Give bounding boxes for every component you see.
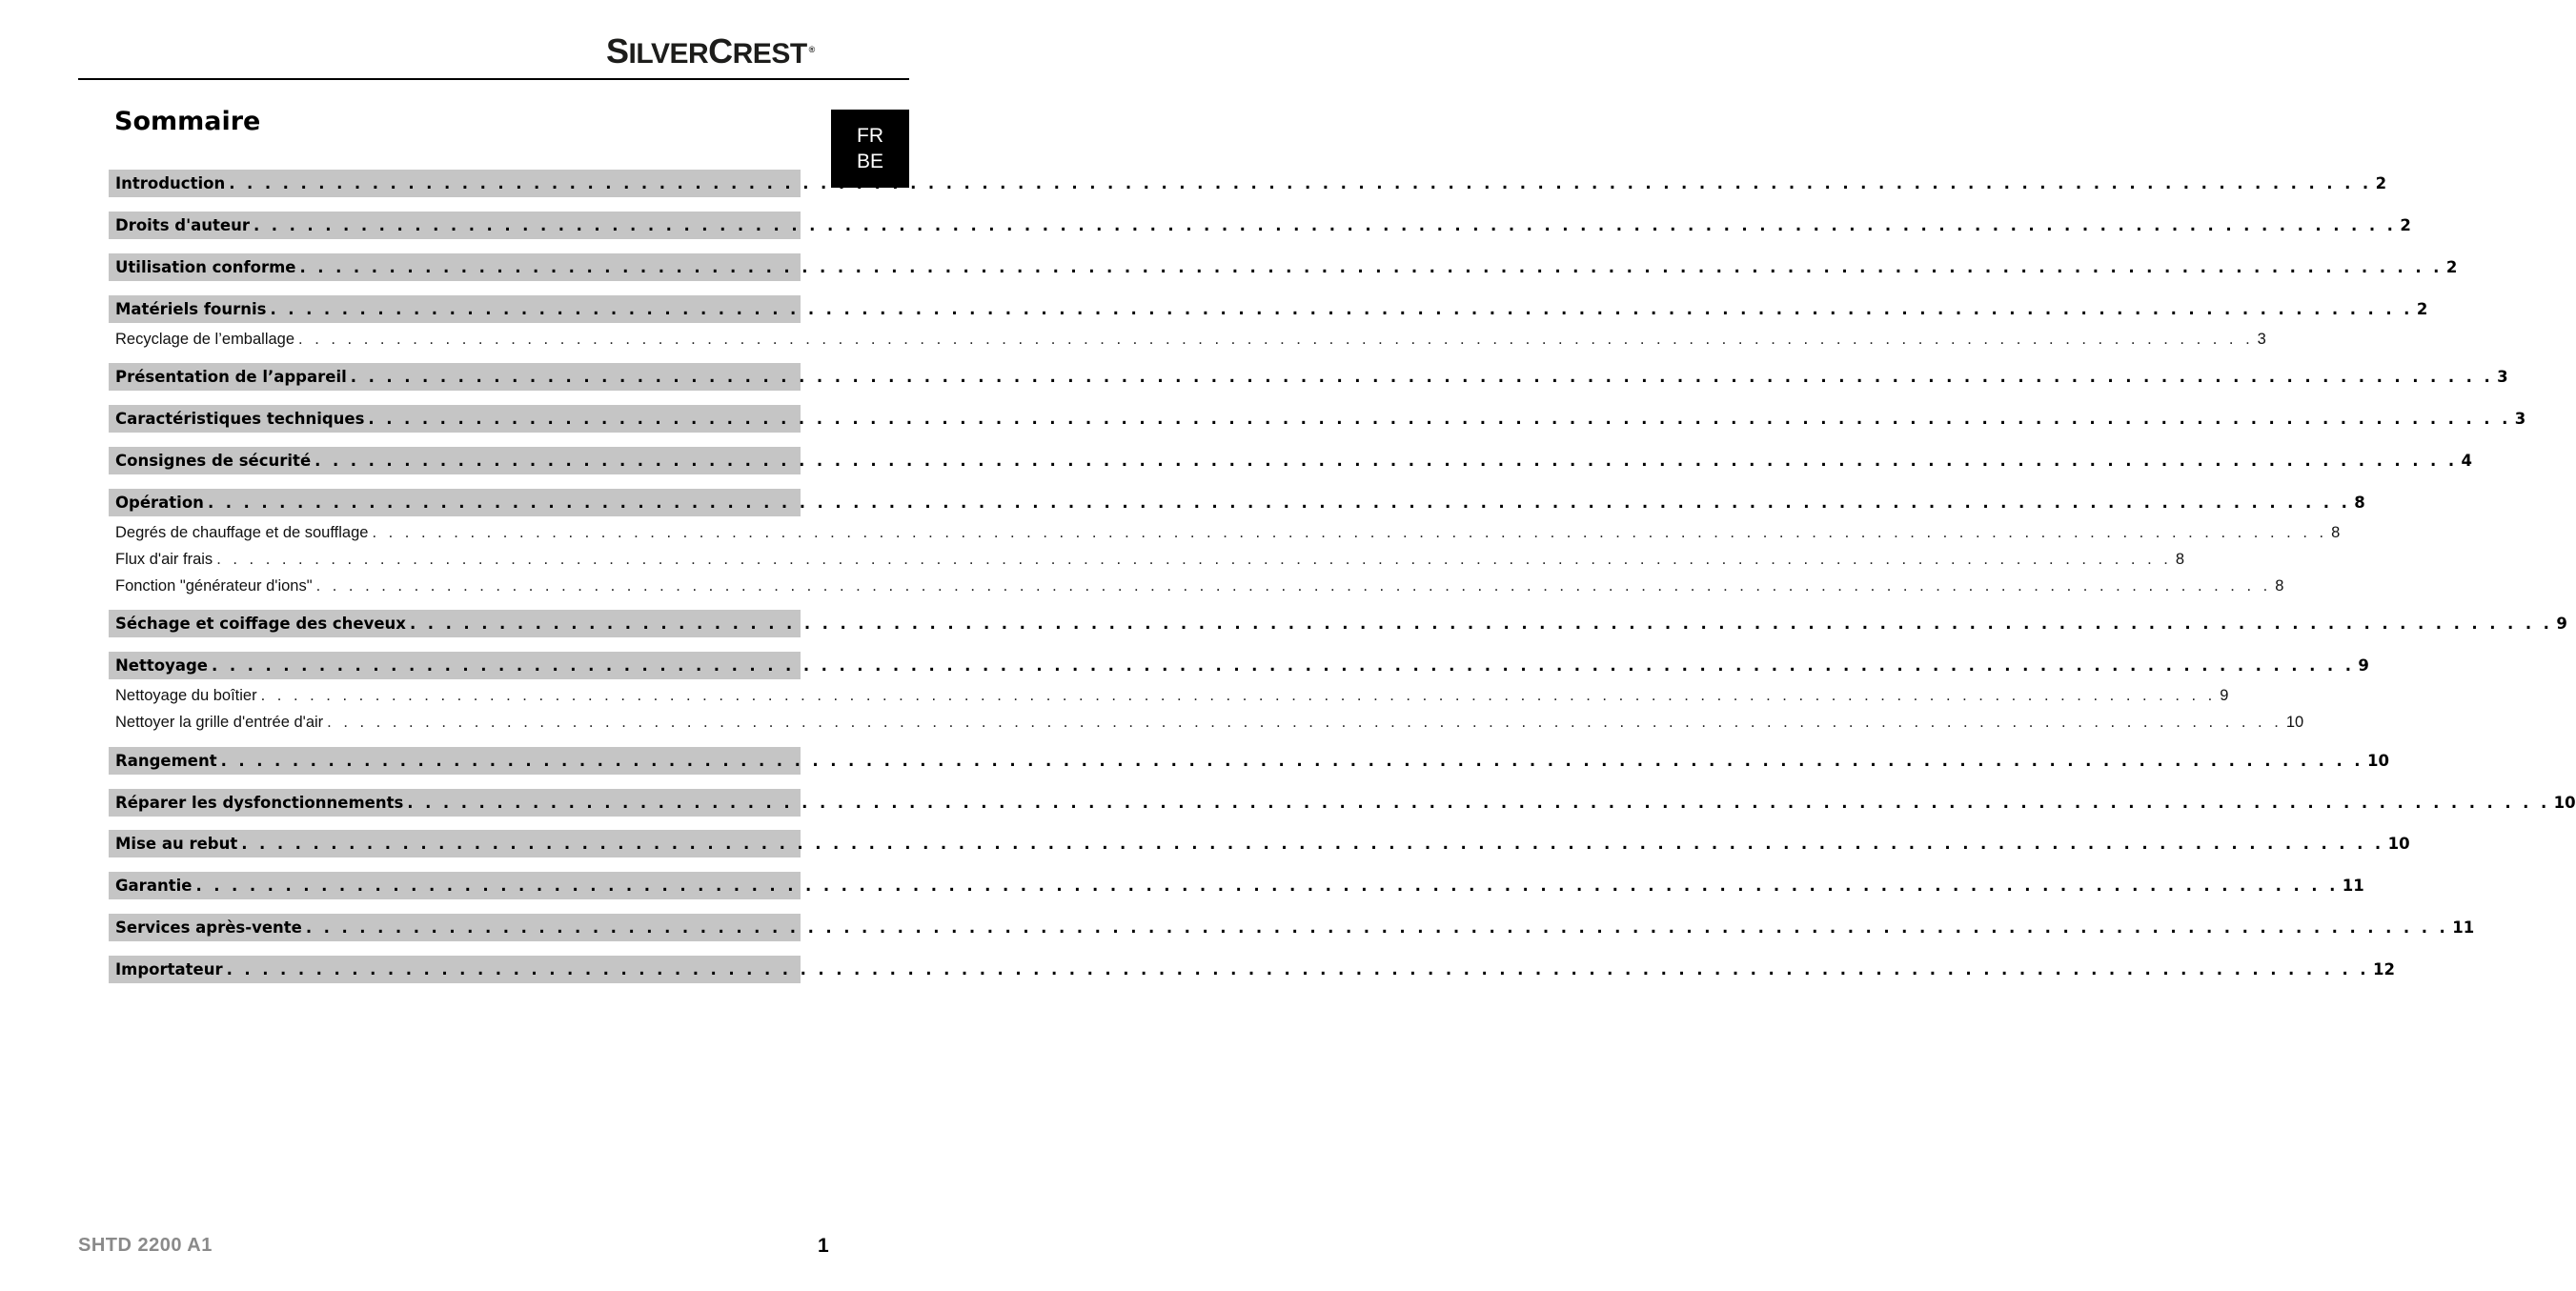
toc-entry-page: 11 [2342,877,2364,895]
language-tab-be: BE [856,151,883,172]
dot-leader: . . . . . . . . . . . . . . . . . . . . . . . . . . . . . . . . . . . . . . . . . . . . . . . . . . . . . . . . . . . . . . . . . . . . . . . . . . . . . . . . . . . . . . . . . . . . . . . . . . . . . . . . . . . . . . . . . . . . . . . . [195,877,2339,895]
dot-leader: . . . . . . . . . . . . . . . . . . . . . . . . . . . . . . . . . . . . . . . . . . . . . . . . . . . . . . . . . . . . . . . . . . . . . . . . . . . . . . . . . . . . . . . . . . . . . . . . . . . . . . . . . . . . . . . . . . . . . . . . [207,494,2351,512]
toc-section-row [109,652,2369,679]
toc-entry-label: Présentation de l’appareil [115,368,347,386]
toc-section-row [109,363,2508,391]
header-rule [78,78,909,80]
toc-entry-label: Opération [115,494,204,512]
registered-mark: ® [808,45,815,54]
dot-leader: . . . . . . . . . . . . . . . . . . . . . . . . . . . . . . . . . . . . . . . . . . . . . . . . . . . . . . . . . . . . . . . . . . . . . . . . . . . . . . . . . . . . . . . . . . . . . . . . . . . . . . . . . . . . . . . . . . . . . . . . [368,410,2511,428]
toc-entry-label: Rangement [115,752,217,770]
dot-leader: . . . . . . . . . . . . . . . . . . . . . . . . . . . . . . . . . . . . . . . . . . . . . . . . . . . . . . . . . . . . . . . . . . . . . . . . . . . . . . . . . . . . . . . . . . . . . . . . . . . . . . . . . . . . . . . . . . . . . . . . [314,452,2458,470]
toc-entry-page: 2 [2445,258,2458,276]
toc-entry-page: 2 [2416,300,2428,318]
toc-entry-page: 3 [2514,410,2526,428]
toc-section-row [109,872,2364,899]
toc-entry-label: Services après-vente [115,918,302,937]
toc-subsection-row [109,327,2266,352]
dot-leader: . . . . . . . . . . . . . . . . . . . . . . . . . . . . . . . . . . . . . . . . . . . . . . . . . . . . . . . . . . . . . . . . . . . . . . . . . . . . . . . . . . . . . . . . . . . . . . . . . . . . . . . . . . . . . . . . . . . . . . . . [407,794,2550,812]
dot-leader: . . . . . . . . . . . . . . . . . . . . . . . . . . . . . . . . . . . . . . . . . . . . . . . . . . . . . . . . . . . . . . . . . . . . . . . . . . . . . . . . . . . . . . . . . . . . . . . . . . . . . . . . . . . . . . . . . . . . . . . . [409,615,2553,633]
toc-subsection-row [109,520,2341,545]
toc-entry-page: 10 [2285,713,2304,731]
dot-leader: . . . . . . . . . . . . . . . . . . . . . . . . . . . . . . . . . . . . . . . . . . . . . . . . . . . . . . . . . . . . . . . . . . . . . . . . . . . . . . . . . . . . . . . . . . . . . . . . . . . . . . . . . . . . . . . . . . . . . . . . [260,686,2217,704]
toc-entry-page: 10 [2553,794,2576,812]
dot-leader: . . . . . . . . . . . . . . . . . . . . . . . . . . . . . . . . . . . . . . . . . . . . . . . . . . . . . . . . . . . . . . . . . . . . . . . . . . . . . . . . . . . . . . . . . . . . . . . . . . . . . . . . . . . . . . . . . . . . . . . . [327,713,2282,731]
toc-section-row [109,914,2475,941]
footer-page-number: 1 [818,1235,829,1257]
dot-leader: . . . . . . . . . . . . . . . . . . . . . . . . . . . . . . . . . . . . . . . . . . . . . . . . . . . . . . . . . . . . . . . . . . . . . . . . . . . . . . . . . . . . . . . . . . . . . . . . . . . . . . . . . . . . . . . . . . . . . . . . [270,300,2413,318]
toc-entry-label: Importateur [115,960,223,978]
dot-leader: . . . . . . . . . . . . . . . . . . . . . . . . . . . . . . . . . . . . . . . . . . . . . . . . . . . . . . . . . . . . . . . . . . . . . . . . . . . . . . . . . . . . . . . . . . . . . . . . . . . . . . . . . . . . . . . . . . . . . . . . [299,258,2443,276]
toc-section-row [109,789,2576,817]
dot-leader: . . . . . . . . . . . . . . . . . . . . . . . . . . . . . . . . . . . . . . . . . . . . . . . . . . . . . . . . . . . . . . . . . . . . . . . . . . . . . . . . . . . . . . . . . . . . . . . . . . . . . . . . . . . . . . . . . . . . . . . . [216,550,2172,568]
footer-model-number: SHTD 2200 A1 [78,1235,213,1256]
page-title: Sommaire [114,107,261,136]
toc-entry-label: Nettoyage du boîtier [115,686,257,704]
toc-entry-page: 10 [2387,835,2410,853]
language-tab-fr: FR [857,125,883,147]
toc-entry-page: 2 [2400,216,2411,234]
toc-entry-page: 3 [2497,368,2508,386]
toc-entry-label: Flux d'air frais [115,550,213,568]
toc-entry-label: Droits d'auteur [115,216,250,234]
dot-leader: . . . . . . . . . . . . . . . . . . . . . . . . . . . . . . . . . . . . . . . . . . . . . . . . . . . . . . . . . . . . . . . . . . . . . . . . . . . . . . . . . . . . . . . . . . . . . . . . . . . . . . . . . . . . . . . . . . . . . . . . [212,656,2355,675]
dot-leader: . . . . . . . . . . . . . . . . . . . . . . . . . . . . . . . . . . . . . . . . . . . . . . . . . . . . . . . . . . . . . . . . . . . . . . . . . . . . . . . . . . . . . . . . . . . . . . . . . . . . . . . . . . . . . . . . . . . . . . . . [315,576,2272,595]
dot-leader: . . . . . . . . . . . . . . . . . . . . . . . . . . . . . . . . . . . . . . . . . . . . . . . . . . . . . . . . . . . . . . . . . . . . . . . . . . . . . . . . . . . . . . . . . . . . . . . . . . . . . . . . . . . . . . . . . . . . . . . . [226,960,2369,978]
toc-section-row [109,956,2395,983]
toc-entry-page: 8 [2175,550,2185,568]
toc-entry-page: 8 [2354,494,2365,512]
toc-subsection-row [109,547,2185,572]
dot-leader: . . . . . . . . . . . . . . . . . . . . . . . . . . . . . . . . . . . . . . . . . . . . . . . . . . . . . . . . . . . . . . . . . . . . . . . . . . . . . . . . . . . . . . . . . . . . . . . . . . . . . . . . . . . . . . . . . . . . . . . . [305,918,2449,937]
toc-section-row [109,295,2428,323]
toc-section-row [109,170,2387,197]
dot-leader: . . . . . . . . . . . . . . . . . . . . . . . . . . . . . . . . . . . . . . . . . . . . . . . . . . . . . . . . . . . . . . . . . . . . . . . . . . . . . . . . . . . . . . . . . . . . . . . . . . . . . . . . . . . . . . . . . . . . . . . . [220,752,2363,770]
toc-entry-page: 9 [2220,686,2229,704]
toc-entry-page: 11 [2452,918,2475,937]
toc-entry-page: 8 [2331,523,2341,541]
toc-entry-label: Nettoyer la grille d'entrée d'air [115,713,324,731]
toc-entry-label: Garantie [115,877,193,895]
toc-entry-label: Séchage et coiffage des cheveux [115,615,406,633]
toc-entry-page: 9 [2556,615,2567,633]
toc-section-row [109,610,2567,637]
toc-section-row [109,830,2410,857]
toc-entry-label: Nettoyage [115,656,209,675]
dot-leader: . . . . . . . . . . . . . . . . . . . . . . . . . . . . . . . . . . . . . . . . . . . . . . . . . . . . . . . . . . . . . . . . . . . . . . . . . . . . . . . . . . . . . . . . . . . . . . . . . . . . . . . . . . . . . . . . . . . . . . . . [253,216,2397,234]
toc-subsection-row [109,710,2304,735]
toc-entry-label: Mise au rebut [115,835,238,853]
dot-leader: . . . . . . . . . . . . . . . . . . . . . . . . . . . . . . . . . . . . . . . . . . . . . . . . . . . . . . . . . . . . . . . . . . . . . . . . . . . . . . . . . . . . . . . . . . . . . . . . . . . . . . . . . . . . . . . . . . . . . . . . [229,174,2372,192]
toc-subsection-row [109,683,2229,708]
toc-entry-page: 2 [2375,174,2387,192]
toc-entry-label: Caractéristiques techniques [115,410,365,428]
toc-entry-label: Consignes de sécurité [115,452,312,470]
toc-entry-label: Introduction [115,174,226,192]
toc-subsection-row [109,574,2284,598]
toc-entry-label: Réparer les dysfonctionnements [115,794,404,812]
toc-entry-page: 9 [2358,656,2369,675]
dot-leader: . . . . . . . . . . . . . . . . . . . . . . . . . . . . . . . . . . . . . . . . . . . . . . . . . . . . . . . . . . . . . . . . . . . . . . . . . . . . . . . . . . . . . . . . . . . . . . . . . . . . . . . . . . . . . . . . . . . . . . . . [350,368,2494,386]
toc-section-row [109,212,2411,239]
toc-entry-label: Degrés de chauffage et de soufflage [115,523,369,541]
dot-leader: . . . . . . . . . . . . . . . . . . . . . . . . . . . . . . . . . . . . . . . . . . . . . . . . . . . . . . . . . . . . . . . . . . . . . . . . . . . . . . . . . . . . . . . . . . . . . . . . . . . . . . . . . . . . . . . . . . . . . . . . [241,835,2384,853]
silvercrest-logo: SILVERCREST ® [606,31,815,71]
toc-section-row [109,447,2472,474]
toc-entry-label: Recyclage de l’emballage [115,330,295,348]
toc-entry-page: 3 [2257,330,2266,348]
toc-entry-label: Matériels fournis [115,300,267,318]
toc-entry-page: 12 [2372,960,2395,978]
dot-leader: . . . . . . . . . . . . . . . . . . . . . . . . . . . . . . . . . . . . . . . . . . . . . . . . . . . . . . . . . . . . . . . . . . . . . . . . . . . . . . . . . . . . . . . . . . . . . . . . . . . . . . . . . . . . . . . . . . . . . . . . [298,330,2254,348]
toc-section-row [109,405,2526,433]
dot-leader: . . . . . . . . . . . . . . . . . . . . . . . . . . . . . . . . . . . . . . . . . . . . . . . . . . . . . . . . . . . . . . . . . . . . . . . . . . . . . . . . . . . . . . . . . . . . . . . . . . . . . . . . . . . . . . . . . . . . . . . . [372,523,2328,541]
toc-section-row [109,747,2389,775]
toc-section-row [109,253,2458,281]
toc-entry-label: Utilisation conforme [115,258,296,276]
toc-entry-page: 4 [2461,452,2472,470]
toc-entry-label: Fonction "générateur d'ions" [115,576,313,595]
toc-entry-page: 8 [2275,576,2284,595]
toc-section-row [109,489,2365,516]
toc-entry-page: 10 [2366,752,2389,770]
